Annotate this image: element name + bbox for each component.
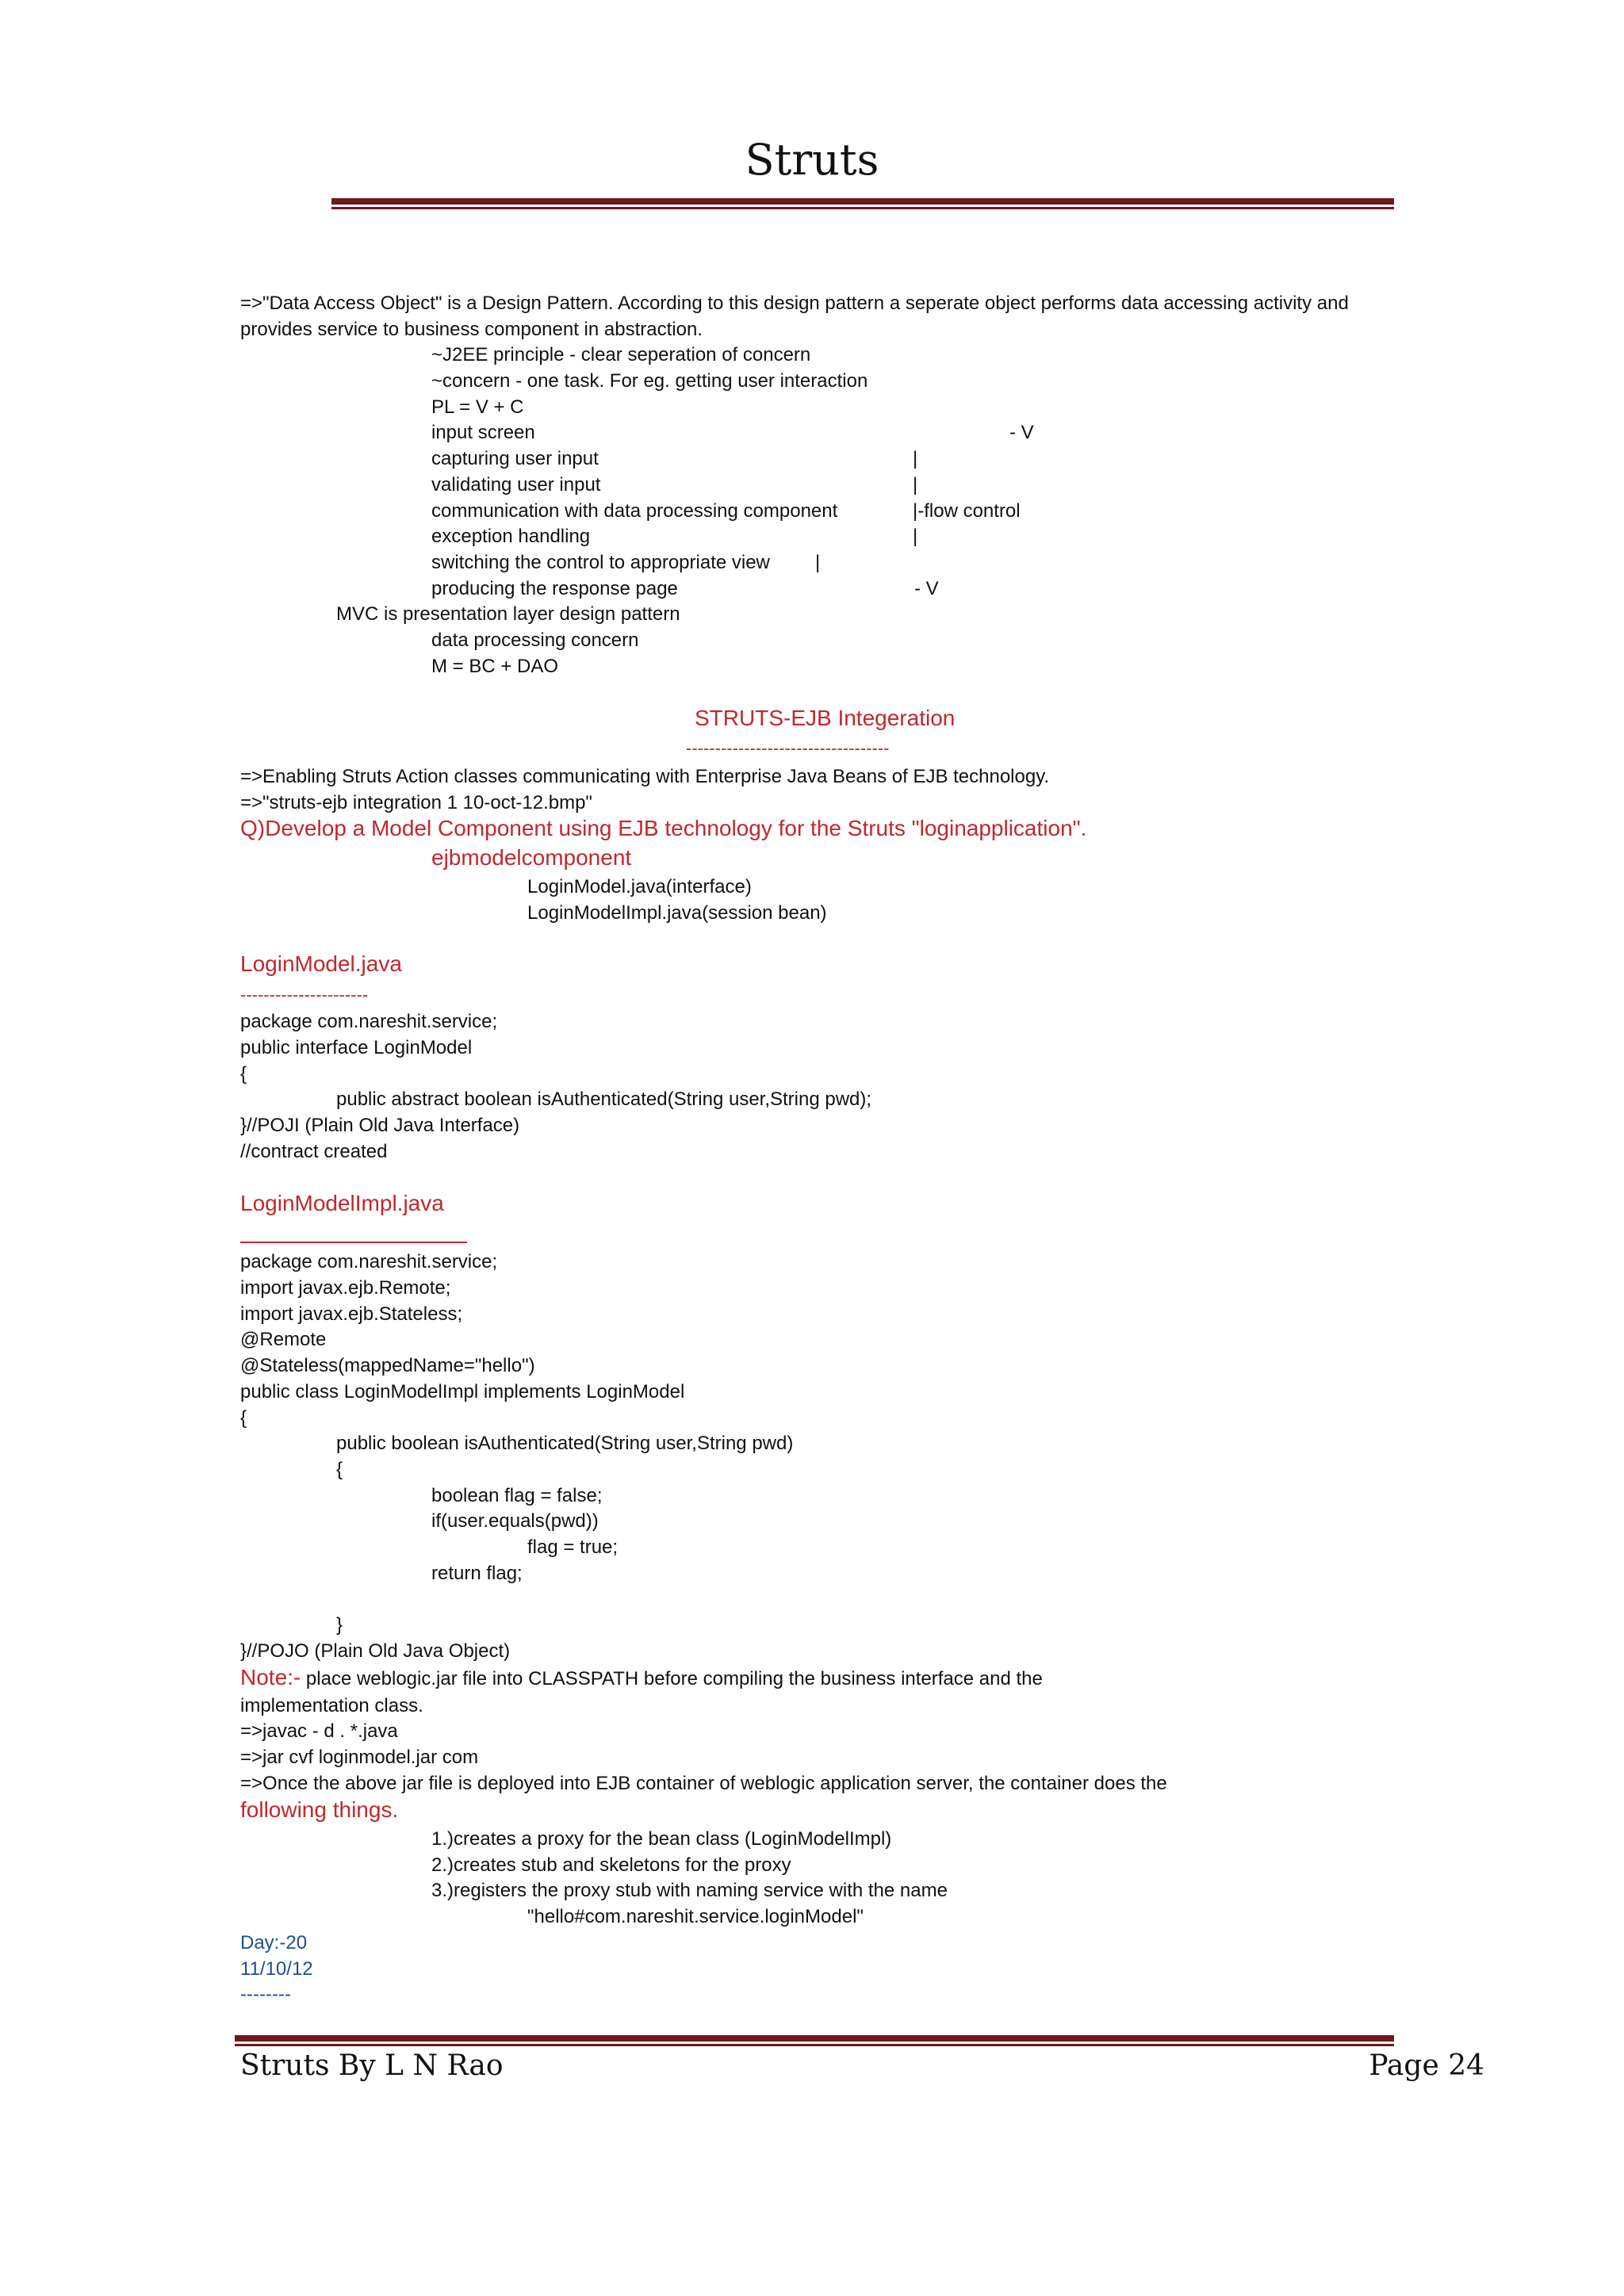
note-label: Note:- [240,1665,301,1689]
intro-line: capturing user input [431,448,599,469]
day-label: Day:-20 [240,1932,308,1954]
intro-line: =>"Data Access Object" is a Design Pattern. According to this design pattern a seperate object performs data accessing activity and [240,293,1349,314]
component-file: LoginModelImpl.java(session bean) [527,902,827,924]
code-line: }//POJO (Plain Old Java Object) [240,1640,511,1662]
code-line: import javax.ejb.Stateless; [240,1303,463,1325]
section-line: =>Enabling Struts Action classes communicating with Enterprise Java Beans of EJB technology. [240,766,1050,787]
step-line: 2.)creates stub and skeletons for the proxy [431,1854,791,1876]
intro-line: provides service to business component in abstraction. [240,319,703,340]
header-rule-thin [331,207,1394,209]
code-line: @Stateless(mappedName="hello") [240,1355,535,1376]
intro-line: validating user input [431,474,601,496]
note-line: =>javac - d . *.java [240,1720,398,1742]
intro-line: ~concern - one task. For eg. getting user interaction [431,370,868,392]
code-line: public class LoginModelImpl implements LoginModel [240,1381,685,1402]
step-line: 1.)creates a proxy for the bean class (LoginModelImpl) [431,1828,892,1850]
section-line: =>"struts-ejb integration 1 10-oct-12.bmp" [240,792,592,813]
code-line: @Remote [240,1329,327,1350]
header-rule [331,198,1394,205]
step-line: 3.)registers the proxy stub with naming service with the name [431,1880,948,1901]
file-heading-underline: ---------------------- [240,985,369,1004]
intro-line: exception handling [431,526,591,547]
code-line: package com.nareshit.service; [240,1251,498,1272]
intro-line: M = BC + DAO [431,656,559,677]
footer-rule [235,2035,1394,2042]
code-line: }//POJI (Plain Old Java Interface) [240,1115,520,1136]
component-heading: ejbmodelcomponent [431,845,632,870]
code-line: //contract created [240,1141,388,1162]
intro-line: producing the response page [431,578,678,599]
code-line: boolean flag = false; [431,1485,603,1506]
note-line: =>jar cvf loginmodel.jar com [240,1747,479,1768]
question-heading: Q)Develop a Model Component using EJB technology for the Struts "loginapplication". [240,816,1087,840]
code-line: { [336,1459,343,1480]
footer-rule-thin [235,2044,1394,2046]
code-line: package com.nareshit.service; [240,1011,498,1032]
section-heading-underline: ----------------------------------- [686,738,890,758]
footer-title: Struts By L N Rao [240,2049,504,2082]
code-line: { [240,1407,247,1429]
component-file: LoginModel.java(interface) [527,876,752,897]
section-heading: STRUTS-EJB Integeration [695,706,956,730]
day-underline: -------- [240,1984,291,2005]
code-line: import javax.ejb.Remote; [240,1277,451,1299]
intro-line: switching the control to appropriate view [431,552,770,573]
intro-line-marker: | [913,474,918,496]
intro-line: input screen [431,422,535,443]
code-line: return flag; [431,1563,523,1584]
file-heading-underline [240,1242,467,1243]
intro-line: ~J2EE principle - clear seperation of concern [431,344,811,365]
file-heading-login-model-impl: LoginModelImpl.java [240,1191,444,1215]
code-line: flag = true; [527,1536,619,1558]
code-line: if(user.equals(pwd)) [431,1510,599,1532]
intro-line: communication with data processing component [431,500,838,522]
note-text: place weblogic.jar file into CLASSPATH before compiling the business interface and the [301,1668,1043,1689]
intro-line-marker: | [815,552,821,573]
note-following-things: following things. [240,1797,399,1822]
code-line: } [336,1614,343,1636]
code-line: public interface LoginModel [240,1037,473,1058]
code-line: { [240,1063,247,1085]
intro-line-marker: |-flow control [913,500,1021,522]
intro-line: PL = V + C [431,396,524,418]
intro-line: data processing concern [431,629,639,651]
code-line: public abstract boolean isAuthenticated(String user,String pwd); [336,1089,872,1110]
note-line [240,1666,1043,1691]
note-line: implementation class. [240,1695,423,1716]
intro-line-marker: - V [1009,422,1034,443]
code-line: public boolean isAuthenticated(String user,String pwd) [336,1433,794,1454]
day-date: 11/10/12 [240,1958,313,1980]
intro-line-marker: - V [914,578,939,599]
file-heading-login-model: LoginModel.java [240,951,402,976]
page-title: Struts [745,135,879,185]
intro-line-marker: | [913,448,918,469]
note-line: =>Once the above jar file is deployed into EJB container of weblogic application server, the container does the [240,1773,1167,1794]
step-line: "hello#com.nareshit.service.loginModel" [527,1906,864,1927]
intro-line: MVC is presentation layer design pattern [336,603,680,625]
page-number: Page 24 [1369,2049,1484,2082]
intro-line-marker: | [913,526,918,547]
